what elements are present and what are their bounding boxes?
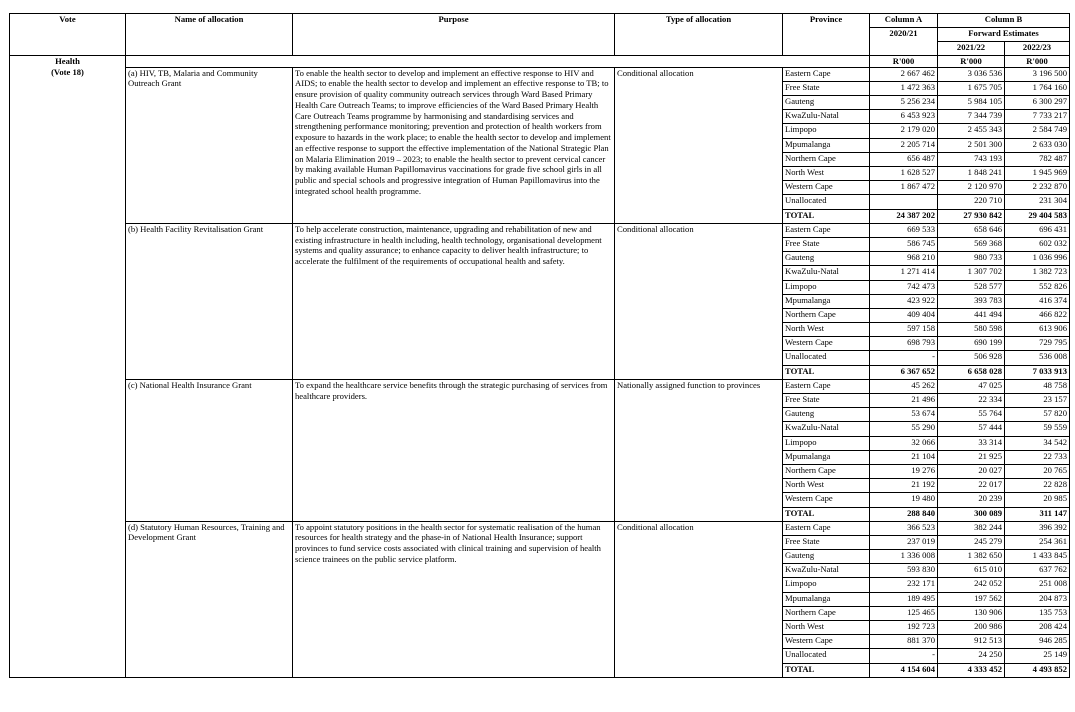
total-2021-22: 6 658 028 [938, 365, 1005, 379]
value-2022-23: 552 826 [1005, 280, 1070, 294]
province-cell: Gauteng [783, 550, 870, 564]
value-2021-22: 20 239 [938, 493, 1005, 507]
value-2022-23: 34 542 [1005, 436, 1070, 450]
value-2022-23: 254 361 [1005, 535, 1070, 549]
header-year-a: 2020/21 [870, 28, 938, 56]
value-2022-23: 208 424 [1005, 621, 1070, 635]
value-2022-23: 135 753 [1005, 606, 1070, 620]
value-2022-23: 57 820 [1005, 408, 1070, 422]
allocation-purpose: To help accelerate construction, maintenance, upgrading and rehabilitation of new and existing infrastructure in health including, health technology, organisational development systems and quality assurance; to enhance capacity to deliver health infrastructure; to accelerate the fulfilment of the requirements of occupational health and safety. [293, 223, 615, 379]
allocation-type: Nationally assigned function to provinces [615, 379, 783, 521]
header-column-b: Column B [938, 14, 1070, 28]
value-2021-22: 55 764 [938, 408, 1005, 422]
value-2022-23: 782 487 [1005, 152, 1070, 166]
value-2020-21: 656 487 [870, 152, 938, 166]
value-2020-21: - [870, 649, 938, 663]
value-2022-23: 20 985 [1005, 493, 1070, 507]
total-label: TOTAL [783, 663, 870, 677]
header-purpose: Purpose [293, 14, 615, 56]
province-cell: North West [783, 621, 870, 635]
value-2020-21: 192 723 [870, 621, 938, 635]
province-cell: KwaZulu-Natal [783, 564, 870, 578]
value-2021-22: 506 928 [938, 351, 1005, 365]
value-2021-22: 2 501 300 [938, 138, 1005, 152]
value-2020-21: 21 192 [870, 479, 938, 493]
province-cell: KwaZulu-Natal [783, 110, 870, 124]
value-2022-23: 696 431 [1005, 223, 1070, 237]
value-2022-23: 637 762 [1005, 564, 1070, 578]
value-2020-21: 366 523 [870, 521, 938, 535]
province-cell: Limpopo [783, 280, 870, 294]
total-label: TOTAL [783, 209, 870, 223]
header-vote: Vote [10, 14, 126, 56]
value-2020-21: 2 205 714 [870, 138, 938, 152]
province-cell: Northern Cape [783, 464, 870, 478]
value-2022-23: 1 945 969 [1005, 167, 1070, 181]
province-cell: Western Cape [783, 493, 870, 507]
header-name: Name of allocation [126, 14, 293, 56]
province-cell: Unallocated [783, 649, 870, 663]
value-2022-23: 6 300 297 [1005, 96, 1070, 110]
allocation-purpose: To enable the health sector to develop and implement an effective response to HIV and AIDS; to enable the health sector to develop and implement an effective response to TB; to ensure provision of quality community outreach services through Ward Based Primary Health Care Outreach Teams; to improve efficiencies of the Ward Based Primary Health Care Outreach Teams programme by harmonising and standardising services and strengthening performance monitoring; prevention and protection of health workers from exposure to hazards in the work place; to enable the health sector to develop and implement an effective response to support the effective implementation of the National Strategic Plan on Malaria Elimination 2019 – 2023; to enable the health sector to prevent cervical cancer by making available Human Papillomavirus vaccinations for grade five school girls in all public and special schools and progressive integration of Human Papillomavirus into the integrated school health programme. [293, 67, 615, 223]
province-cell: Limpopo [783, 578, 870, 592]
table-row [10, 379, 1070, 393]
value-2020-21: 1 336 008 [870, 550, 938, 564]
allocation-name: (d) Statutory Human Resources, Training and Development Grant [126, 521, 293, 677]
value-2021-22: 197 562 [938, 592, 1005, 606]
value-2021-22: 200 986 [938, 621, 1005, 635]
value-2022-23: 251 008 [1005, 578, 1070, 592]
unit-b1: R'000 [938, 56, 1005, 68]
value-2022-23: 2 232 870 [1005, 181, 1070, 195]
province-cell: Mpumalanga [783, 592, 870, 606]
province-cell: Mpumalanga [783, 294, 870, 308]
unit-a: R'000 [870, 56, 938, 68]
value-2022-23: 59 559 [1005, 422, 1070, 436]
total-2022-23: 7 033 913 [1005, 365, 1070, 379]
value-2020-21: 698 793 [870, 337, 938, 351]
vote-label: Health (Vote 18) [10, 56, 126, 678]
value-2020-21: 2 179 020 [870, 124, 938, 138]
table-header [10, 14, 1070, 56]
value-2021-22: 743 193 [938, 152, 1005, 166]
header-type: Type of allocation [615, 14, 783, 56]
value-2022-23: 20 765 [1005, 464, 1070, 478]
value-2020-21: 1 867 472 [870, 181, 938, 195]
value-2020-21: 968 210 [870, 252, 938, 266]
total-2022-23: 4 493 852 [1005, 663, 1070, 677]
value-2021-22: 2 120 970 [938, 181, 1005, 195]
value-2021-22: 57 444 [938, 422, 1005, 436]
province-cell: Mpumalanga [783, 450, 870, 464]
value-2021-22: 242 052 [938, 578, 1005, 592]
allocation-type: Conditional allocation [615, 521, 783, 677]
value-2020-21: 586 745 [870, 237, 938, 251]
value-2020-21: 597 158 [870, 323, 938, 337]
allocation-name: (a) HIV, TB, Malaria and Community Outreach Grant [126, 67, 293, 223]
value-2020-21: 45 262 [870, 379, 938, 393]
header-year-b1: 2021/22 [938, 42, 1005, 56]
value-2022-23: 22 733 [1005, 450, 1070, 464]
allocation-name: (b) Health Facility Revitalisation Grant [126, 223, 293, 379]
value-2021-22: 580 598 [938, 323, 1005, 337]
value-2021-22: 22 334 [938, 394, 1005, 408]
value-2022-23: 396 392 [1005, 521, 1070, 535]
value-2020-21: 2 667 462 [870, 67, 938, 81]
value-2020-21: 189 495 [870, 592, 938, 606]
header-year-b2: 2022/23 [1005, 42, 1070, 56]
value-2020-21 [870, 195, 938, 209]
total-label: TOTAL [783, 365, 870, 379]
value-2020-21: 19 480 [870, 493, 938, 507]
value-2022-23: 613 906 [1005, 323, 1070, 337]
value-2020-21: 5 256 234 [870, 96, 938, 110]
unit-b2: R'000 [1005, 56, 1070, 68]
header-province: Province [783, 14, 870, 56]
value-2020-21: - [870, 351, 938, 365]
value-2020-21: 125 465 [870, 606, 938, 620]
value-2020-21: 53 674 [870, 408, 938, 422]
value-2021-22: 22 017 [938, 479, 1005, 493]
unit-spacer [126, 56, 870, 68]
value-2022-23: 1 036 996 [1005, 252, 1070, 266]
value-2022-23: 2 633 030 [1005, 138, 1070, 152]
province-cell: Gauteng [783, 252, 870, 266]
value-2021-22: 5 984 105 [938, 96, 1005, 110]
value-2020-21: 232 171 [870, 578, 938, 592]
value-2021-22: 393 783 [938, 294, 1005, 308]
value-2022-23: 3 196 500 [1005, 67, 1070, 81]
value-2022-23: 416 374 [1005, 294, 1070, 308]
value-2020-21: 1 472 363 [870, 81, 938, 95]
province-cell: Unallocated [783, 351, 870, 365]
value-2021-22: 980 733 [938, 252, 1005, 266]
province-cell: Limpopo [783, 124, 870, 138]
province-cell: North West [783, 167, 870, 181]
allocation-purpose: To expand the healthcare service benefits through the strategic purchasing of services from healthcare providers. [293, 379, 615, 521]
total-2020-21: 4 154 604 [870, 663, 938, 677]
province-cell: Northern Cape [783, 606, 870, 620]
value-2021-22: 2 455 343 [938, 124, 1005, 138]
allocation-purpose: To appoint statutory positions in the health sector for systematic realisation of the human resources for health strategy and the phase-in of National Health Insurance; support provinces to fund service costs associated with clinical training and supervision of health science trainees on the public service platform. [293, 521, 615, 677]
province-cell: North West [783, 479, 870, 493]
value-2021-22: 1 848 241 [938, 167, 1005, 181]
total-2021-22: 4 333 452 [938, 663, 1005, 677]
value-2020-21: 593 830 [870, 564, 938, 578]
value-2021-22: 569 368 [938, 237, 1005, 251]
value-2020-21: 1 628 527 [870, 167, 938, 181]
value-2020-21: 32 066 [870, 436, 938, 450]
value-2021-22: 3 036 536 [938, 67, 1005, 81]
table-row [10, 67, 1070, 81]
value-2021-22: 1 675 705 [938, 81, 1005, 95]
value-2020-21: 742 473 [870, 280, 938, 294]
value-2021-22: 21 925 [938, 450, 1005, 464]
total-2021-22: 27 930 842 [938, 209, 1005, 223]
allocation-table [9, 13, 1070, 678]
value-2021-22: 130 906 [938, 606, 1005, 620]
value-2021-22: 47 025 [938, 379, 1005, 393]
value-2022-23: 25 149 [1005, 649, 1070, 663]
value-2022-23: 1 382 723 [1005, 266, 1070, 280]
value-2022-23: 729 795 [1005, 337, 1070, 351]
value-2021-22: 658 646 [938, 223, 1005, 237]
table-row [10, 223, 1070, 237]
province-cell: KwaZulu-Natal [783, 266, 870, 280]
value-2020-21: 669 533 [870, 223, 938, 237]
value-2021-22: 528 577 [938, 280, 1005, 294]
table-row [10, 521, 1070, 535]
province-cell: Northern Cape [783, 308, 870, 322]
value-2020-21: 1 271 414 [870, 266, 938, 280]
province-cell: Free State [783, 535, 870, 549]
value-2020-21: 21 104 [870, 450, 938, 464]
value-2020-21: 6 453 923 [870, 110, 938, 124]
province-cell: Free State [783, 237, 870, 251]
province-cell: Eastern Cape [783, 223, 870, 237]
province-cell: Western Cape [783, 181, 870, 195]
value-2021-22: 382 244 [938, 521, 1005, 535]
province-cell: Limpopo [783, 436, 870, 450]
province-cell: North West [783, 323, 870, 337]
province-cell: Northern Cape [783, 152, 870, 166]
value-2021-22: 912 513 [938, 635, 1005, 649]
value-2021-22: 1 307 702 [938, 266, 1005, 280]
value-2022-23: 466 822 [1005, 308, 1070, 322]
value-2021-22: 7 344 739 [938, 110, 1005, 124]
province-cell: Gauteng [783, 96, 870, 110]
value-2020-21: 21 496 [870, 394, 938, 408]
value-2020-21: 55 290 [870, 422, 938, 436]
value-2021-22: 20 027 [938, 464, 1005, 478]
allocation-type: Conditional allocation [615, 223, 783, 379]
header-forward-estimates: Forward Estimates [938, 28, 1070, 42]
province-cell: Eastern Cape [783, 379, 870, 393]
value-2022-23: 946 285 [1005, 635, 1070, 649]
value-2022-23: 23 157 [1005, 394, 1070, 408]
value-2021-22: 24 250 [938, 649, 1005, 663]
value-2021-22: 1 382 650 [938, 550, 1005, 564]
value-2021-22: 615 010 [938, 564, 1005, 578]
allocation-name: (c) National Health Insurance Grant [126, 379, 293, 521]
table-body [10, 56, 1070, 678]
province-cell: Mpumalanga [783, 138, 870, 152]
value-2021-22: 690 199 [938, 337, 1005, 351]
value-2022-23: 48 758 [1005, 379, 1070, 393]
value-2022-23: 602 032 [1005, 237, 1070, 251]
total-2020-21: 24 387 202 [870, 209, 938, 223]
value-2022-23: 22 828 [1005, 479, 1070, 493]
province-cell: Eastern Cape [783, 67, 870, 81]
total-2022-23: 311 147 [1005, 507, 1070, 521]
value-2022-23: 2 584 749 [1005, 124, 1070, 138]
value-2022-23: 204 873 [1005, 592, 1070, 606]
value-2020-21: 423 922 [870, 294, 938, 308]
value-2020-21: 19 276 [870, 464, 938, 478]
value-2022-23: 1 764 160 [1005, 81, 1070, 95]
total-2022-23: 29 404 583 [1005, 209, 1070, 223]
total-label: TOTAL [783, 507, 870, 521]
value-2020-21: 881 370 [870, 635, 938, 649]
value-2020-21: 237 019 [870, 535, 938, 549]
value-2022-23: 536 008 [1005, 351, 1070, 365]
value-2022-23: 231 304 [1005, 195, 1070, 209]
total-2021-22: 300 089 [938, 507, 1005, 521]
total-2020-21: 6 367 652 [870, 365, 938, 379]
header-column-a: Column A [870, 14, 938, 28]
value-2022-23: 7 733 217 [1005, 110, 1070, 124]
province-cell: Unallocated [783, 195, 870, 209]
province-cell: KwaZulu-Natal [783, 422, 870, 436]
province-cell: Free State [783, 81, 870, 95]
value-2020-21: 409 404 [870, 308, 938, 322]
value-2022-23: 1 433 845 [1005, 550, 1070, 564]
province-cell: Gauteng [783, 408, 870, 422]
unit-row [10, 56, 1070, 68]
value-2021-22: 245 279 [938, 535, 1005, 549]
province-cell: Eastern Cape [783, 521, 870, 535]
province-cell: Free State [783, 394, 870, 408]
value-2021-22: 33 314 [938, 436, 1005, 450]
province-cell: Western Cape [783, 337, 870, 351]
total-2020-21: 288 840 [870, 507, 938, 521]
allocation-type: Conditional allocation [615, 67, 783, 223]
value-2021-22: 220 710 [938, 195, 1005, 209]
value-2021-22: 441 494 [938, 308, 1005, 322]
province-cell: Western Cape [783, 635, 870, 649]
